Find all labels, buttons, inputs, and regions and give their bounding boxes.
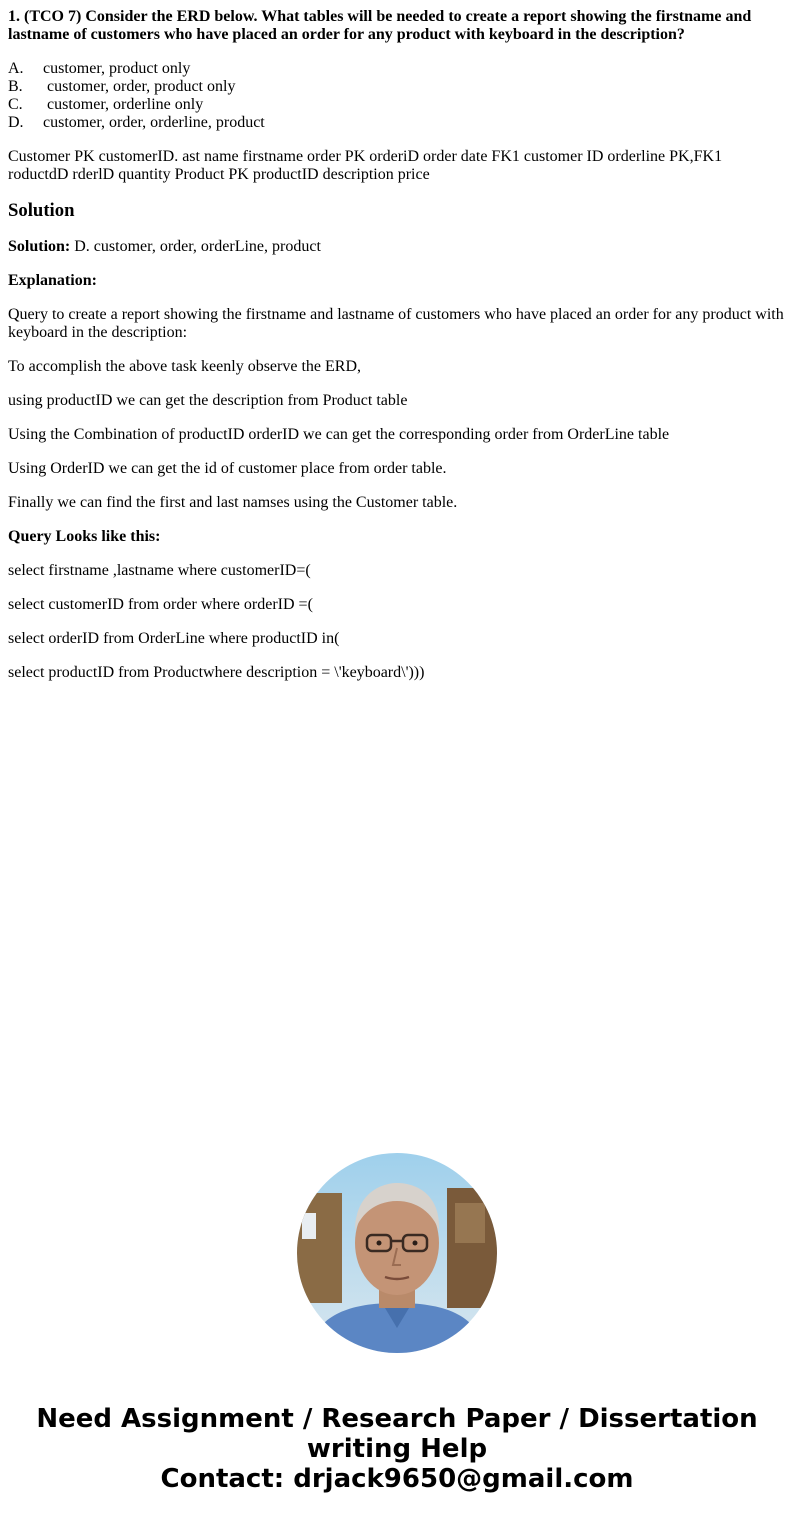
answer-options xyxy=(8,60,786,132)
option-a xyxy=(8,60,786,78)
option-text: customer, order, product only xyxy=(43,78,236,95)
explanation-paragraph: Using the Combination of productID orderID we can get the corresponding order from OrderLine table xyxy=(8,426,670,443)
option-text: customer, product only xyxy=(43,60,191,77)
solution-answer-text: D. customer, order, orderLine, product xyxy=(70,238,321,255)
query-line: select firstname ,lastname where customerID=( xyxy=(8,562,311,579)
solution-heading: Solution xyxy=(8,200,75,221)
option-c xyxy=(8,96,786,114)
query-line: select orderID from OrderLine where productID in( xyxy=(8,630,340,647)
promo-line: Need Assignment / Research Paper / Dissertation xyxy=(36,1404,758,1434)
author-avatar xyxy=(297,1153,497,1353)
explanation-paragraph: using productID we can get the description from Product table xyxy=(8,392,408,409)
question-text: 1. (TCO 7) Consider the ERD below. What tables will be needed to create a report showing the firstname and lastname of customers who have placed an order for any product with keyboard in the description? xyxy=(8,8,752,43)
query-label: Query Looks like this: xyxy=(8,528,161,545)
option-d xyxy=(8,114,786,132)
explanation-paragraph: To accomplish the above task keenly observe the ERD, xyxy=(8,358,361,375)
explanation-paragraph: Using OrderID we can get the id of customer place from order table. xyxy=(8,460,447,477)
solution-answer xyxy=(8,238,786,256)
option-letter: C. xyxy=(8,96,23,113)
avatar-portrait-icon xyxy=(297,1153,497,1353)
option-text: customer, orderline only xyxy=(43,96,204,113)
promo-contact: Contact: drjack9650@gmail.com xyxy=(160,1464,634,1494)
solution-label: Solution: xyxy=(8,238,71,255)
explanation-paragraph: Query to create a report showing the firstname and lastname of customers who have placed an order for any product with keyboard in the description: xyxy=(8,306,784,341)
erd-text: Customer PK customerID. ast name firstname order PK orderiD order date FK1 customer ID orderline PK,FK1 roductdD rderlD quantity Product PK productID description price xyxy=(8,148,723,183)
option-letter: D. xyxy=(8,114,24,131)
query-line: select productID from Productwhere description = \'keyboard\'))) xyxy=(8,664,425,681)
explanation-label: Explanation: xyxy=(8,272,97,289)
explanation-paragraph: Finally we can find the first and last namses using the Customer table. xyxy=(8,494,458,511)
option-b xyxy=(8,78,786,96)
option-letter: A. xyxy=(8,60,24,77)
promo-line: writing Help xyxy=(306,1434,488,1464)
option-text: customer, order, orderline, product xyxy=(43,114,265,131)
document-content xyxy=(8,8,786,698)
query-line: select customerID from order where orderID =( xyxy=(8,596,313,613)
option-letter: B. xyxy=(8,78,23,95)
promo-banner xyxy=(0,1404,794,1494)
